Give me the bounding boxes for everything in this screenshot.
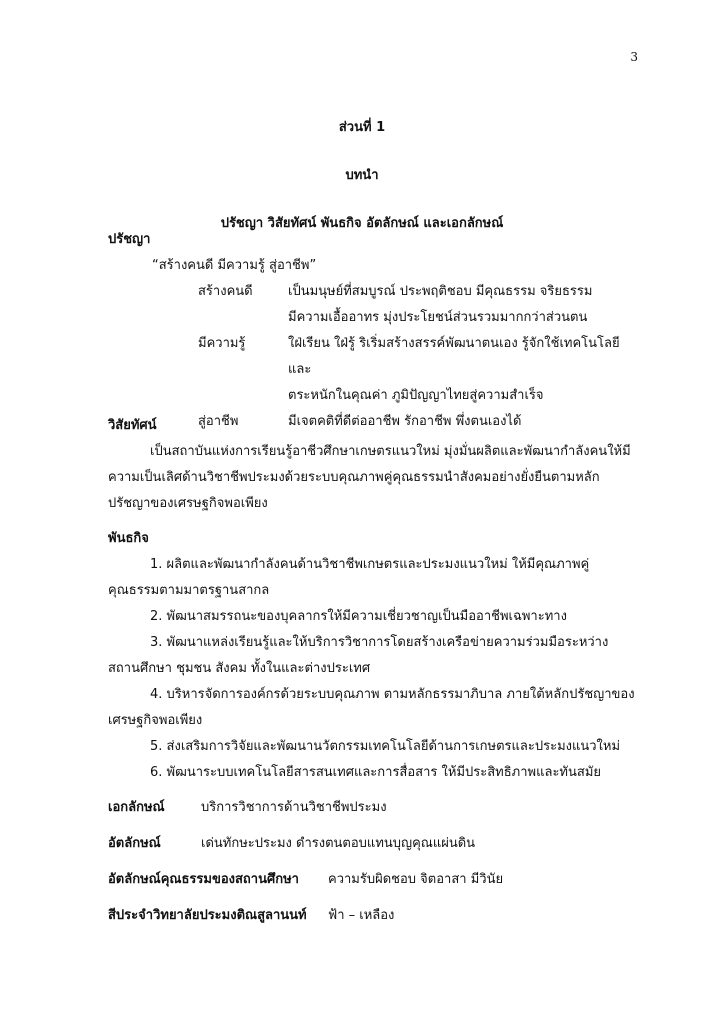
mission-item: 2. พัฒนาสมรรถนะของบุคลากรให้มีความเชี่ยวชาญเป็นมืออาชีพเฉพาะทาง (150, 609, 567, 624)
philosophy-motto: “สร้างคนดี มีความรู้ สู่อาชีพ” (152, 258, 317, 273)
mission-item: 1. ผลิตและพัฒนากำลังคนด้านวิชาชีพเกษตรและประมงแนวใหม่ ให้มีคุณภาพคู่คุณธรรมตามมาตรฐานสากล (108, 557, 590, 598)
subtitle: ปรัชญา วิสัยทัศน์ พันธกิจ อัตลักษณ์ และเอกลักษณ์ (220, 216, 504, 231)
uniqueness-value: บริการวิชาการด้านวิชาชีพประมง (201, 800, 387, 815)
college-colors-row (108, 904, 394, 925)
moral-identity-value: ความรับผิดชอบ จิตอาสา มีวินัย (328, 872, 504, 887)
uniqueness-label: เอกลักษณ์ (108, 800, 165, 815)
college-colors-label: สีประจำวิทยาลัยประมงติณสูลานนท์ (108, 908, 307, 923)
philosophy-key: สู่อาชีพ (198, 414, 239, 429)
philosophy-line: มีความเอื้ออาทร มุ่งประโยชน์ส่วนรวมมากกว่าส่วนตน (288, 310, 588, 325)
mission-heading: พันธกิจ (108, 531, 149, 546)
intro-title: บทนำ (345, 168, 379, 183)
mission-item: 4. บริหารจัดการองค์กรด้วยระบบคุณภาพ ตามหลักธรรมาภิบาล ภายใต้หลักปรัชญาของเศรษฐกิจพอเพียง (108, 687, 635, 728)
identity-row (108, 832, 475, 853)
philosophy-key: สร้างคนดี (198, 284, 253, 299)
mission-section (108, 526, 638, 786)
philosophy-value (288, 331, 638, 409)
page-number: 3 (630, 50, 638, 64)
vision-section (108, 413, 638, 517)
mission-item: 6. พัฒนาระบบเทคโนโลยีสารสนเทศและการสื่อสาร ให้มีประสิทธิภาพและทันสมัย (150, 765, 602, 780)
moral-identity-label: อัตลักษณ์คุณธรรมของสถานศึกษา (108, 872, 299, 887)
identity-value: เด่นทักษะประมง ดำรงตนตอบแทนบุญคุณแผ่นดิน (201, 836, 476, 851)
philosophy-line: มีเจตคติที่ดีต่ออาชีพ รักอาชีพ พึ่งตนเองได้ (288, 414, 522, 429)
identity-label: อัตลักษณ์ (108, 836, 161, 851)
college-colors-value: ฟ้า – เหลือง (328, 908, 395, 923)
philosophy-key: มีความรู้ (198, 336, 246, 351)
vision-heading: วิสัยทัศน์ (108, 418, 157, 433)
vision-text: เป็นสถาบันแห่งการเรียนรู้อาชีวศึกษาเกษตรแนวใหม่ มุ่งมั่นผลิตและพัฒนากำลังคนให้มีความเป็นเลิศด้านวิชาชีพประมงด้วยระบบคุณภาพคู่คุณธรรมนำสังคมอย่างยั่งยืนตามหลักปรัชญาของเศรษฐกิจพอเพียง (108, 444, 631, 511)
philosophy-item (108, 331, 638, 409)
moral-identity-row (108, 868, 503, 889)
philosophy-heading: ปรัชญา (108, 232, 151, 247)
philosophy-line: ใฝ่เรียน ใฝ่รู้ ริเริ่มสร้างสรรค์พัฒนาตนเอง รู้จักใช้เทคโนโลยีและ (288, 336, 620, 377)
mission-item: 3. พัฒนาแหล่งเรียนรู้และให้บริการวิชาการโดยสร้างเครือข่ายความร่วมมือระหว่าง สถานศึกษา ชุมชน สังคม ทั้งในและต่างประเทศ (108, 635, 609, 676)
philosophy-value (288, 279, 638, 331)
uniqueness-row (108, 796, 387, 817)
part-title: ส่วนที่ 1 (338, 120, 386, 135)
philosophy-line: ตระหนักในคุณค่า ภูมิปัญญาไทยสู่ความสำเร็จ (288, 388, 544, 403)
philosophy-item (108, 279, 638, 331)
philosophy-section (108, 227, 638, 435)
mission-item: 5. ส่งเสริมการวิจัยและพัฒนานวัตกรรมเทคโนโลยีด้านการเกษตรและประมงแนวใหม่ (150, 739, 621, 754)
philosophy-line: เป็นมนุษย์ที่สมบูรณ์ ประพฤติชอบ มีคุณธรรม จริยธรรม (288, 284, 593, 299)
